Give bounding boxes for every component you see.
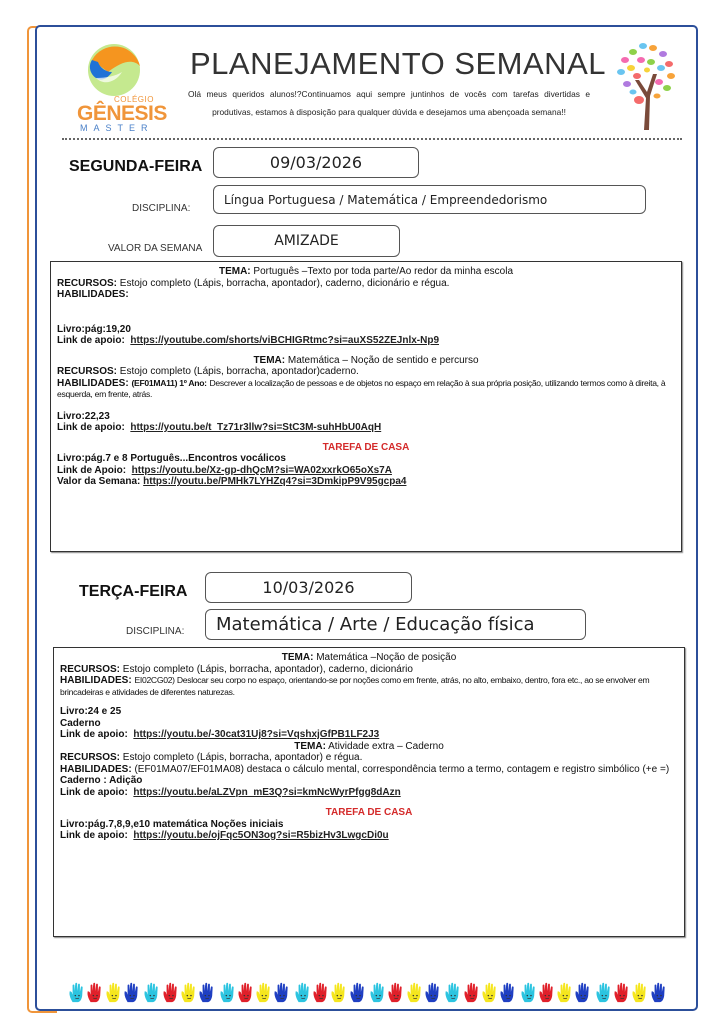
hand-icon <box>481 980 499 1004</box>
hand-icon <box>595 980 613 1004</box>
livro-line: Livro:24 e 25 <box>60 706 122 717</box>
homework-link[interactable]: https://youtu.be/ojFqc5ON3og?si=R5bizHv3LwgcDi0u <box>133 830 389 841</box>
hand-icon <box>574 980 592 1004</box>
hand-icon <box>198 980 216 1004</box>
habilidades-line: HABILIDADES: <box>57 289 129 300</box>
tema-line: TEMA: Matemática – Noção de sentido e percurso <box>253 354 479 366</box>
homework-livro: Livro:pág.7,8,9,e10 matemática Noções iniciais <box>60 818 284 830</box>
hands-decoration <box>68 980 668 1006</box>
valor-link[interactable]: https://youtu.be/PMHk7LYHZq4?si=3DmkipP9V95gcpa4 <box>143 476 407 487</box>
page-title: PLANEJAMENTO SEMANAL <box>190 46 606 81</box>
habilidades-line: HABILIDADES: (EF01MA11) 1º Ano: Descrever a localização de pessoas e de objetos no espaço em relação à sua própria posição, utilizando termos como à direita, à esquerda, em frente, atrás. <box>57 377 666 399</box>
recursos-line: RECURSOS: Estojo completo (Lápis, borracha, apontador), caderno, dicionário e régua. <box>57 277 450 289</box>
discipline-field-monday: Língua Portuguesa / Matemática / Empreendedorismo <box>213 185 646 214</box>
recursos-line: RECURSOS: Estojo completo (Lápis, borracha, apontador), caderno, dicionário <box>60 663 413 675</box>
discipline-field-tuesday: Matemática / Arte / Educação física <box>205 609 586 640</box>
intro-text: Olá meus queridos alunos!?Continuamos aqui sempre juntinhos de vocês com tarefas divertidas e produtivas, estamos à disposição para qualquer dúvida e desejamos uma abençoada semana!! <box>188 89 590 117</box>
homework-livro: Livro:pág.7 e 8 Português...Encontros vocálicos <box>57 453 286 464</box>
support-link[interactable]: https://youtu.be/aLZVpn_mE3Q?si=kmNcWyrPfgg8dAzn <box>133 786 401 798</box>
tema-line: TEMA: Português –Texto por toda parte/Ao redor da minha escola <box>218 266 514 277</box>
hand-icon <box>273 980 291 1004</box>
hand-icon <box>312 980 330 1004</box>
hand-icon <box>406 980 424 1004</box>
extra-line: Caderno : Adição <box>60 775 143 786</box>
support-link[interactable]: https://youtu.be/t_Tz71r3llw?si=StC3M-suhHbU0AqH <box>130 422 382 433</box>
hand-icon <box>463 980 481 1004</box>
hand-icon <box>650 980 668 1004</box>
monday-content-box <box>50 261 682 552</box>
hand-icon <box>520 980 538 1004</box>
livro-line: Livro:pág:19,20 <box>57 323 131 335</box>
homework-link[interactable]: https://youtu.be/Xz-gp-dhQcM?si=WA02xxrkO65oXs7A <box>131 464 392 476</box>
hand-icon <box>105 980 123 1004</box>
logo-colegio: COLÉGIO <box>114 95 154 104</box>
homework-link-line: Link de Apoio: https://youtu.be/Xz-gp-dhQcM?si=WA02xxrkO65oXs7A <box>57 464 392 476</box>
hand-icon <box>499 980 517 1004</box>
hand-icon <box>330 980 348 1004</box>
hand-icon <box>349 980 367 1004</box>
day-label-monday: SEGUNDA-FEIRA <box>69 158 203 175</box>
habilidades-line: HABILIDADES: EI02CG02) Deslocar seu corpo no espaço, orientando-se por noções como em frente, atrás, no alto, embaixo, dentro, fora etc., ao se envolver em brincadeiras e atividades de diferentes naturezas. <box>60 675 650 697</box>
link-line: Link de apoio: https://youtu.be/-30cat31Uj8?si=VqshxjGfPB1LF2J3 <box>60 729 380 740</box>
hand-icon <box>369 980 387 1004</box>
hand-icon <box>123 980 141 1004</box>
day-label-tuesday: TERÇA-FEIRA <box>79 583 188 600</box>
date-field-monday: 09/03/2026 <box>213 147 419 178</box>
hand-icon <box>424 980 442 1004</box>
homework-title: TAREFA DE CASA <box>325 807 413 818</box>
logo-master: MASTER <box>80 123 154 133</box>
hand-icon <box>556 980 574 1004</box>
school-logo <box>74 42 167 133</box>
link-line: Link de apoio: https://youtu.be/t_Tz71r3llw?si=StC3M-suhHbU0AqH <box>57 422 382 433</box>
recursos-line: RECURSOS: Estojo completo (Lápis, borracha, apontador)caderno. <box>57 366 359 377</box>
homework-link-line: Link de apoio: https://youtu.be/ojFqc5ON3og?si=R5bizHv3LwgcDi0u <box>60 830 389 841</box>
value-field-monday: AMIZADE <box>213 225 400 257</box>
colorful-tree-icon <box>613 38 679 130</box>
support-link[interactable]: https://youtu.be/-30cat31Uj8?si=VqshxjGfPB1LF2J3 <box>133 729 380 740</box>
support-link[interactable]: https://youtube.com/shorts/viBCHIGRtmc?si=auXS52ZEJnlx-Np9 <box>130 335 440 346</box>
extra-line: Caderno <box>60 717 101 729</box>
hand-icon <box>86 980 104 1004</box>
tema-line: TEMA: Matemática –Noção de posição <box>281 652 457 663</box>
livro-line: Livro:22,23 <box>57 410 110 422</box>
hand-icon <box>237 980 255 1004</box>
header-divider <box>62 138 682 140</box>
hand-icon <box>387 980 405 1004</box>
logo-circle-icon <box>86 42 142 98</box>
hand-icon <box>219 980 237 1004</box>
hand-icon <box>255 980 273 1004</box>
hand-icon <box>162 980 180 1004</box>
valor-link-line: Valor da Semana: https://youtu.be/PMHk7LYHZq4?si=3DmkipP9V95gcpa4 <box>57 476 407 487</box>
homework-title: TAREFA DE CASA <box>322 441 410 453</box>
hand-icon <box>68 980 86 1004</box>
discipline-label-monday: DISCIPLINA: <box>132 203 191 214</box>
recursos-line: RECURSOS: Estojo completo (Lápis, borracha, apontador) e régua. <box>60 752 363 763</box>
hand-icon <box>444 980 462 1004</box>
hand-icon <box>613 980 631 1004</box>
hand-icon <box>631 980 649 1004</box>
link-line: Link de apoio: https://youtube.com/shorts/viBCHIGRtmc?si=auXS52ZEJnlx-Np9 <box>57 335 440 346</box>
link-line: Link de apoio: https://youtu.be/aLZVpn_mE3Q?si=kmNcWyrPfgg8dAzn <box>60 786 401 798</box>
hand-icon <box>180 980 198 1004</box>
hand-icon <box>538 980 556 1004</box>
hand-icon <box>294 980 312 1004</box>
discipline-label-tuesday: DISCIPLINA: <box>126 626 185 637</box>
habilidades-line: HABILIDADES: (EF01MA07/EF01MA08) destaca o cálculo mental, correspondência termo a termo, contagem e registro simbólico (+e =) <box>60 763 670 775</box>
hand-icon <box>143 980 161 1004</box>
logo-genesis: GÊNESIS <box>77 102 167 125</box>
tema-line: TEMA: Atividade extra – Caderno <box>294 740 444 752</box>
value-label-monday: VALOR DA SEMANA <box>108 243 203 254</box>
date-field-tuesday: 10/03/2026 <box>205 572 412 603</box>
tuesday-content-box <box>53 647 685 937</box>
